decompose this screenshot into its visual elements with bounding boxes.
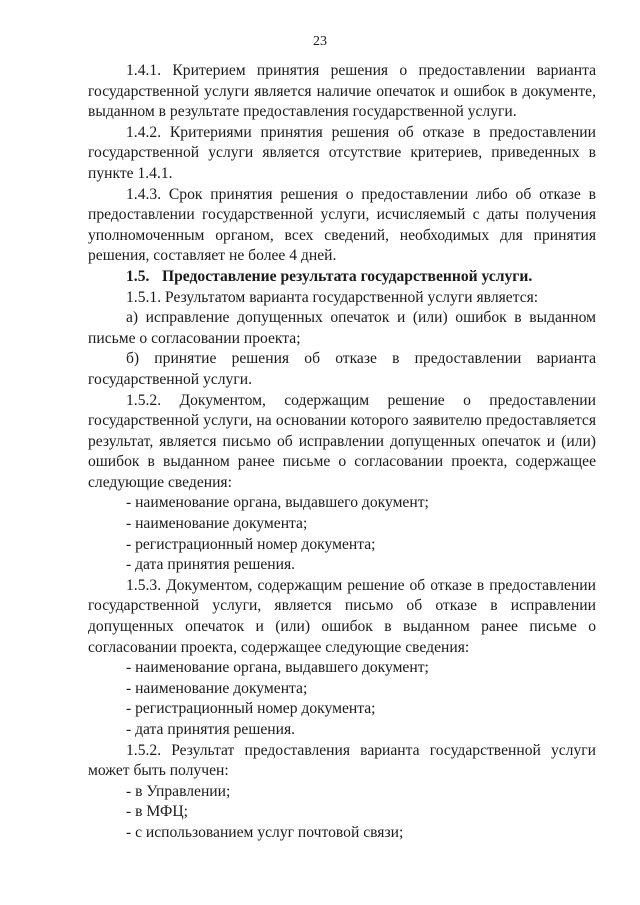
paragraph-1-4-2: 1.4.2. Критериями принятия решения об отказе в предоставлении государственной услуги является отсутствие критериев, приведенных в пункте 1.4.1. xyxy=(88,123,596,182)
document-body xyxy=(88,61,596,844)
section-title: Предоставление результата государственной услуги. xyxy=(162,267,533,285)
paragraph-1-5-2: 1.5.2. Документом, содержащим решение о предоставлении государственной услуги, на основании которого заявителю предоставляется результат, является письмо об исправлении допущенных опечаток и (или) ошибок в выданном ранее письме о согласовании проекта, содержащее следующие сведения: xyxy=(88,391,596,491)
paragraph-1-5-1: 1.5.1. Результатом варианта государственной услуги является: xyxy=(126,288,539,306)
list-item: - с использованием услуг почтовой связи; xyxy=(126,823,404,841)
section-heading-1-5 xyxy=(88,267,596,288)
list-item: - дата принятия решения. xyxy=(126,556,296,574)
paragraph-1-4-3: 1.4.3. Срок принятия решения о предоставлении либо об отказе в предоставлении государственной услуги, исчисляемый с даты получения уполномоченным органом, всех сведений, необходимых для принятия решения, составляет не более 4 дней. xyxy=(88,185,596,265)
page-number: 23 xyxy=(313,34,327,49)
paragraph-item-b: б) принятие решения об отказе в предоставлении варианта государственной услуги. xyxy=(88,350,596,388)
list-item: - в Управлении; xyxy=(126,782,231,800)
list-item: - наименование органа, выдавшего документ; xyxy=(126,659,429,677)
list-item: - регистрационный номер документа; xyxy=(126,535,376,553)
list-item: - в МФЦ; xyxy=(126,803,188,821)
paragraph-item-a: а) исправление допущенных опечаток и (или) ошибок в выданном письме о согласовании проекта; xyxy=(88,309,596,347)
list-item: - наименование органа, выдавшего документ; xyxy=(126,494,429,512)
paragraph-1-5-3: 1.5.3. Документом, содержащим решение об отказе в предоставлении государственной услуги, является письмо об отказе в исправлении допущенных опечаток и (или) ошибок в выданном ранее письме о согласовании проекта, содержащее следующие сведения: xyxy=(88,576,596,656)
paragraph-1-4-1: 1.4.1. Критерием принятия решения о предоставлении варианта государственной услуги является наличие опечаток и ошибок в документе, выданном в результате предоставления государственной услуги. xyxy=(88,62,596,121)
list-item: - дата принятия решения. xyxy=(126,721,296,738)
section-number: 1.5. xyxy=(126,267,150,285)
paragraph-1-5-2-result: 1.5.2. Результат предоставления варианта государственной услуги может быть получен: xyxy=(88,741,596,780)
list-item: - наименование документа; xyxy=(126,679,308,697)
list-item: - регистрационный номер документа; xyxy=(126,700,376,718)
list-item: - наименование документа; xyxy=(126,515,308,533)
